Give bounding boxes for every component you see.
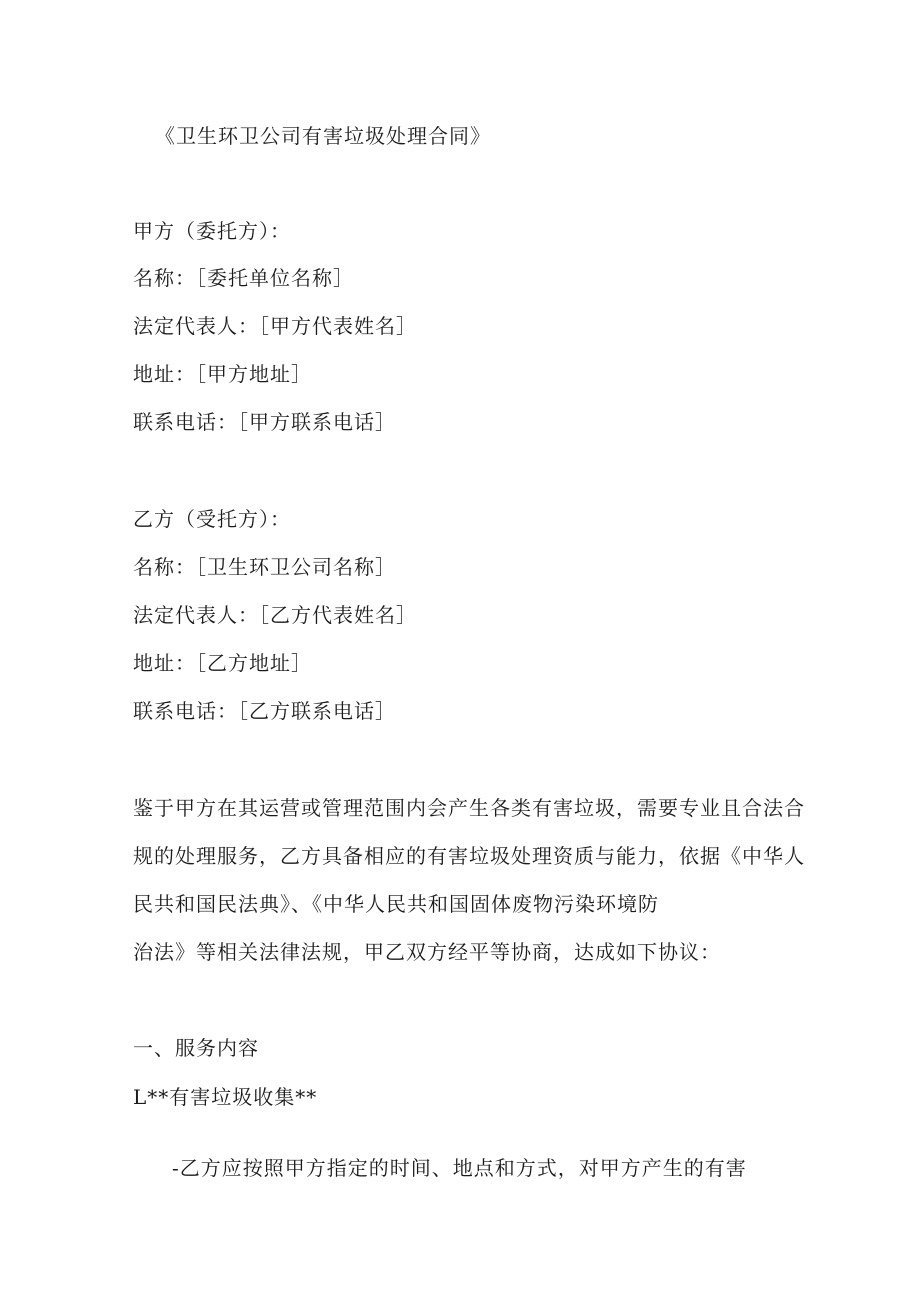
party-a-address: 地址：［甲方地址］	[133, 362, 312, 386]
document-title: 《卫生环卫公司有害垃圾处理合同》	[155, 124, 491, 148]
section-heading: 一、服务内容	[133, 1036, 259, 1060]
party-a-phone: 联系电话：［甲方联系电话］	[133, 410, 396, 434]
clause-text: -乙方应按照甲方指定的时间、地点和方式，对甲方产生的有害	[172, 1156, 747, 1180]
party-b-heading: 乙方（受托方）：	[133, 507, 291, 531]
preamble-line: 鉴于甲方在其运营或管理范围内会产生各类有害垃圾，需要专业且合法合	[133, 796, 805, 820]
preamble-line: 治法》等相关法律法规，甲乙双方经平等协商，达成如下协议：	[133, 940, 721, 964]
party-a-heading: 甲方（委托方）：	[133, 219, 291, 243]
party-b-name: 名称：［卫生环卫公司名称］	[133, 555, 396, 579]
party-a-name: 名称：［委托单位名称］	[133, 266, 354, 290]
party-a-legal-rep: 法定代表人：［甲方代表姓名］	[133, 314, 417, 338]
clause-title: L**有害垃圾收集**	[133, 1085, 318, 1109]
preamble-line: 民共和国民法典》、《中华人民共和国固体废物污染环境防	[133, 892, 659, 916]
party-b-phone: 联系电话：［乙方联系电话］	[133, 699, 396, 723]
party-b-address: 地址：［乙方地址］	[133, 651, 312, 675]
party-b-legal-rep: 法定代表人：［乙方代表姓名］	[133, 603, 417, 627]
preamble-line: 规的处理服务，乙方具备相应的有害垃圾处理资质与能力，依据《中华人	[133, 844, 805, 868]
